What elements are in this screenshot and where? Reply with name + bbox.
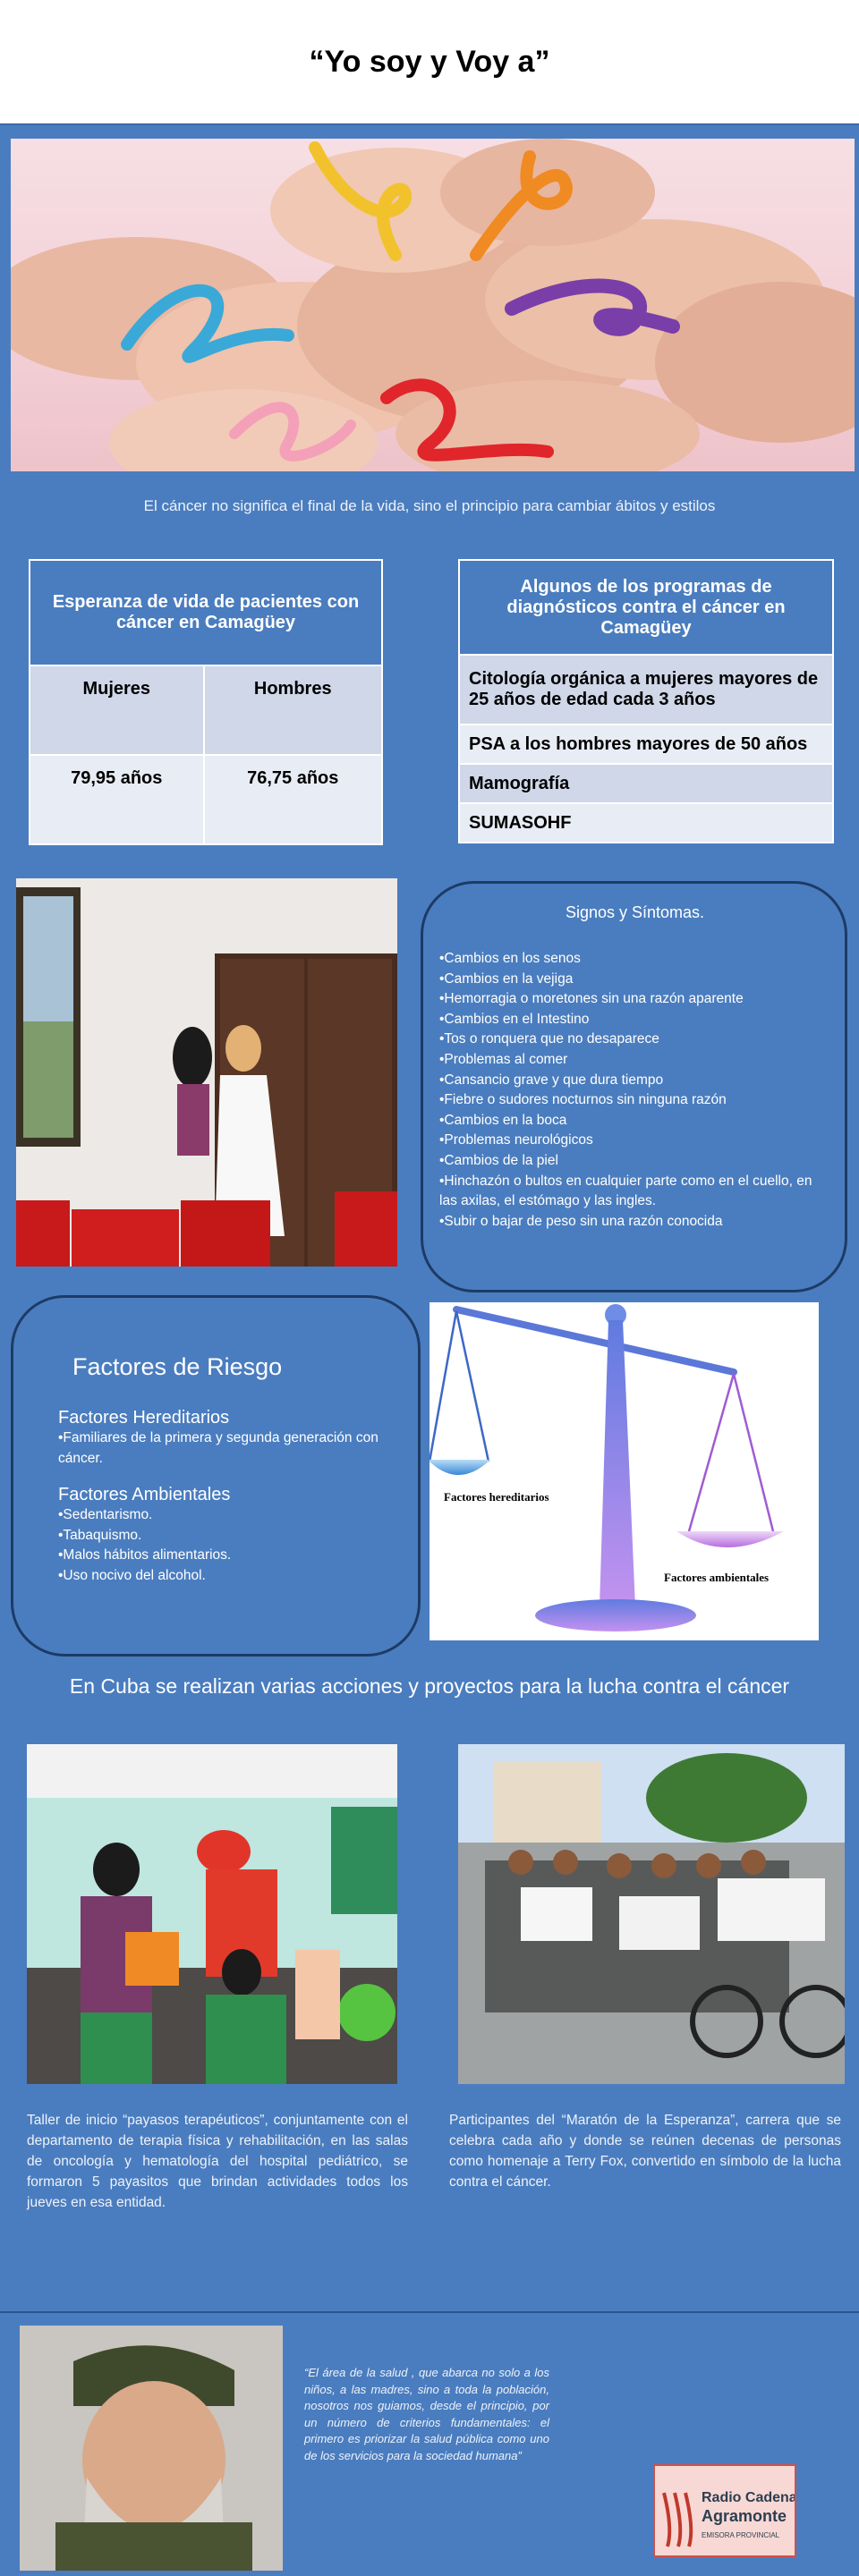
list-item: •Subir o bajar de peso sin una razón conocida	[439, 1213, 723, 1229]
radio-logo-icon	[655, 2466, 795, 2555]
hereditary-factors-text: •Familiares de la primera y segunda generación con cáncer.	[58, 1430, 378, 1466]
life-table-title: Esperanza de vida de pacientes con cáncer en Camagüey	[30, 560, 382, 665]
signs-symptoms-panel	[421, 881, 847, 1292]
programs-table-row: PSA a los hombres mayores de 50 años	[459, 724, 833, 764]
list-item: •Cambios en la vejiga	[439, 970, 574, 987]
logo-line3: EMISORA PROVINCIAL	[702, 2531, 780, 2539]
ribbons-illustration	[11, 139, 855, 471]
list-item: •Cambios de la piel	[439, 1152, 558, 1168]
list-item: •Tabaquismo.	[58, 1527, 142, 1543]
footer-divider	[0, 2311, 859, 2313]
list-item: •Cambios en la boca	[439, 1112, 567, 1128]
list-item: •Hinchazón o bultos en cualquier parte como en el cuello, en las axilas, el estómago y las ingles.	[439, 1173, 812, 1209]
list-item: •Hemorragia o moretones sin una razón aparente	[439, 991, 744, 1007]
hereditary-factors-title: Factores Hereditarios	[58, 1408, 230, 1428]
health-quote: “El área de la salud , que abarca no solo a los niños, a las madres, sino a toda la población, nosotros nos guiamos, desde el principio, por un número de criterios fundamentales: el primero es priorizar la salud pública como uno de los servicios para la sociedad humana”	[304, 2366, 549, 2462]
balance-scale-graphic	[430, 1302, 819, 1640]
radio-cadena-agramonte-logo	[653, 2464, 796, 2557]
scale-right-label: Factores ambientales	[664, 1571, 770, 1584]
list-item: •Cambios en los senos	[439, 951, 581, 966]
portrait-illustration	[20, 2326, 283, 2571]
environmental-factors-title: Factores Ambientales	[58, 1485, 231, 1504]
cuba-actions-heading: En Cuba se realizan varias acciones y proyectos para la lucha contra el cáncer	[69, 1674, 790, 1698]
doctor-exam-illustration	[16, 878, 397, 1267]
portrait-photo	[20, 2326, 283, 2571]
doctor-exam-photo	[16, 878, 397, 1267]
life-table-value-men: 76,75 años	[204, 755, 383, 844]
hope-marathon-photo	[458, 1744, 845, 2084]
risk-factors-title: Factores de Riesgo	[72, 1353, 283, 1380]
list-item: •Sedentarismo.	[58, 1507, 153, 1522]
life-table-value-women: 79,95 años	[30, 755, 204, 844]
programs-table-row: SUMASOHF	[459, 803, 833, 843]
signs-list	[439, 949, 830, 1232]
list-item: •Malos hábitos alimentarios.	[58, 1547, 232, 1563]
signs-title: Signos y Síntomas.	[565, 903, 705, 921]
logo-line2: Agramonte	[702, 2507, 787, 2525]
list-item: •Uso nocivo del alcohol.	[58, 1567, 206, 1583]
therapeutic-clowns-photo	[27, 1744, 397, 2084]
programs-table-row: Mamografía	[459, 764, 833, 803]
scale-left-label: Factores hereditarios	[444, 1490, 549, 1504]
list-item: •Fiebre o sudores nocturnos sin ninguna razón	[439, 1092, 727, 1108]
life-expectancy-table	[29, 559, 383, 845]
list-item: •Problemas al comer	[439, 1051, 568, 1067]
life-table-header-women: Mujeres	[30, 665, 204, 755]
risk-factors-panel	[11, 1295, 421, 1657]
clowns-caption: Taller de inicio “payasos terapéuticos”, conjuntamente con el departamento de terapia física y rehabilitación, en las salas de oncología y hematología del hospital pediátrico, se formaron 5 payasitos que brindan actividades todos los jueves en esa entidad.	[27, 2113, 408, 2210]
list-item: •Cambios en el Intestino	[439, 1011, 590, 1027]
list-item: •Cansancio grave y que dura tiempo	[439, 1072, 664, 1088]
list-item: •Problemas neurológicos	[439, 1132, 593, 1148]
marathon-illustration	[458, 1744, 845, 2084]
programs-table-title: Algunos de los programas de diagnósticos contra el cáncer en Camagüey	[459, 560, 833, 655]
page-header	[0, 0, 859, 125]
programs-table-row: Citología orgánica a mujeres mayores de 25 años de edad cada 3 años	[459, 655, 833, 724]
list-item: •Tos o ronquera que no desaparece	[439, 1031, 659, 1047]
diagnostic-programs-table	[458, 559, 834, 843]
tagline: El cáncer no significa el final de la vida, sino el principio para cambiar ábitos y estilos	[143, 497, 716, 514]
scale-icon	[430, 1302, 819, 1640]
logo-line1: Radio Cadena	[702, 2490, 795, 2505]
page-title: “Yo soy y Voy a”	[309, 44, 550, 79]
hero-image-ribbons	[11, 139, 855, 471]
life-table-header-men: Hombres	[204, 665, 383, 755]
hospital-clowns-illustration	[27, 1744, 397, 2084]
marathon-caption: Participantes del “Maratón de la Esperanza”, carrera que se celebra cada año y donde se reúnen decenas de personas como homenaje a Terry Fox, convertido en símbolo de la lucha contra el cáncer.	[449, 2113, 841, 2190]
